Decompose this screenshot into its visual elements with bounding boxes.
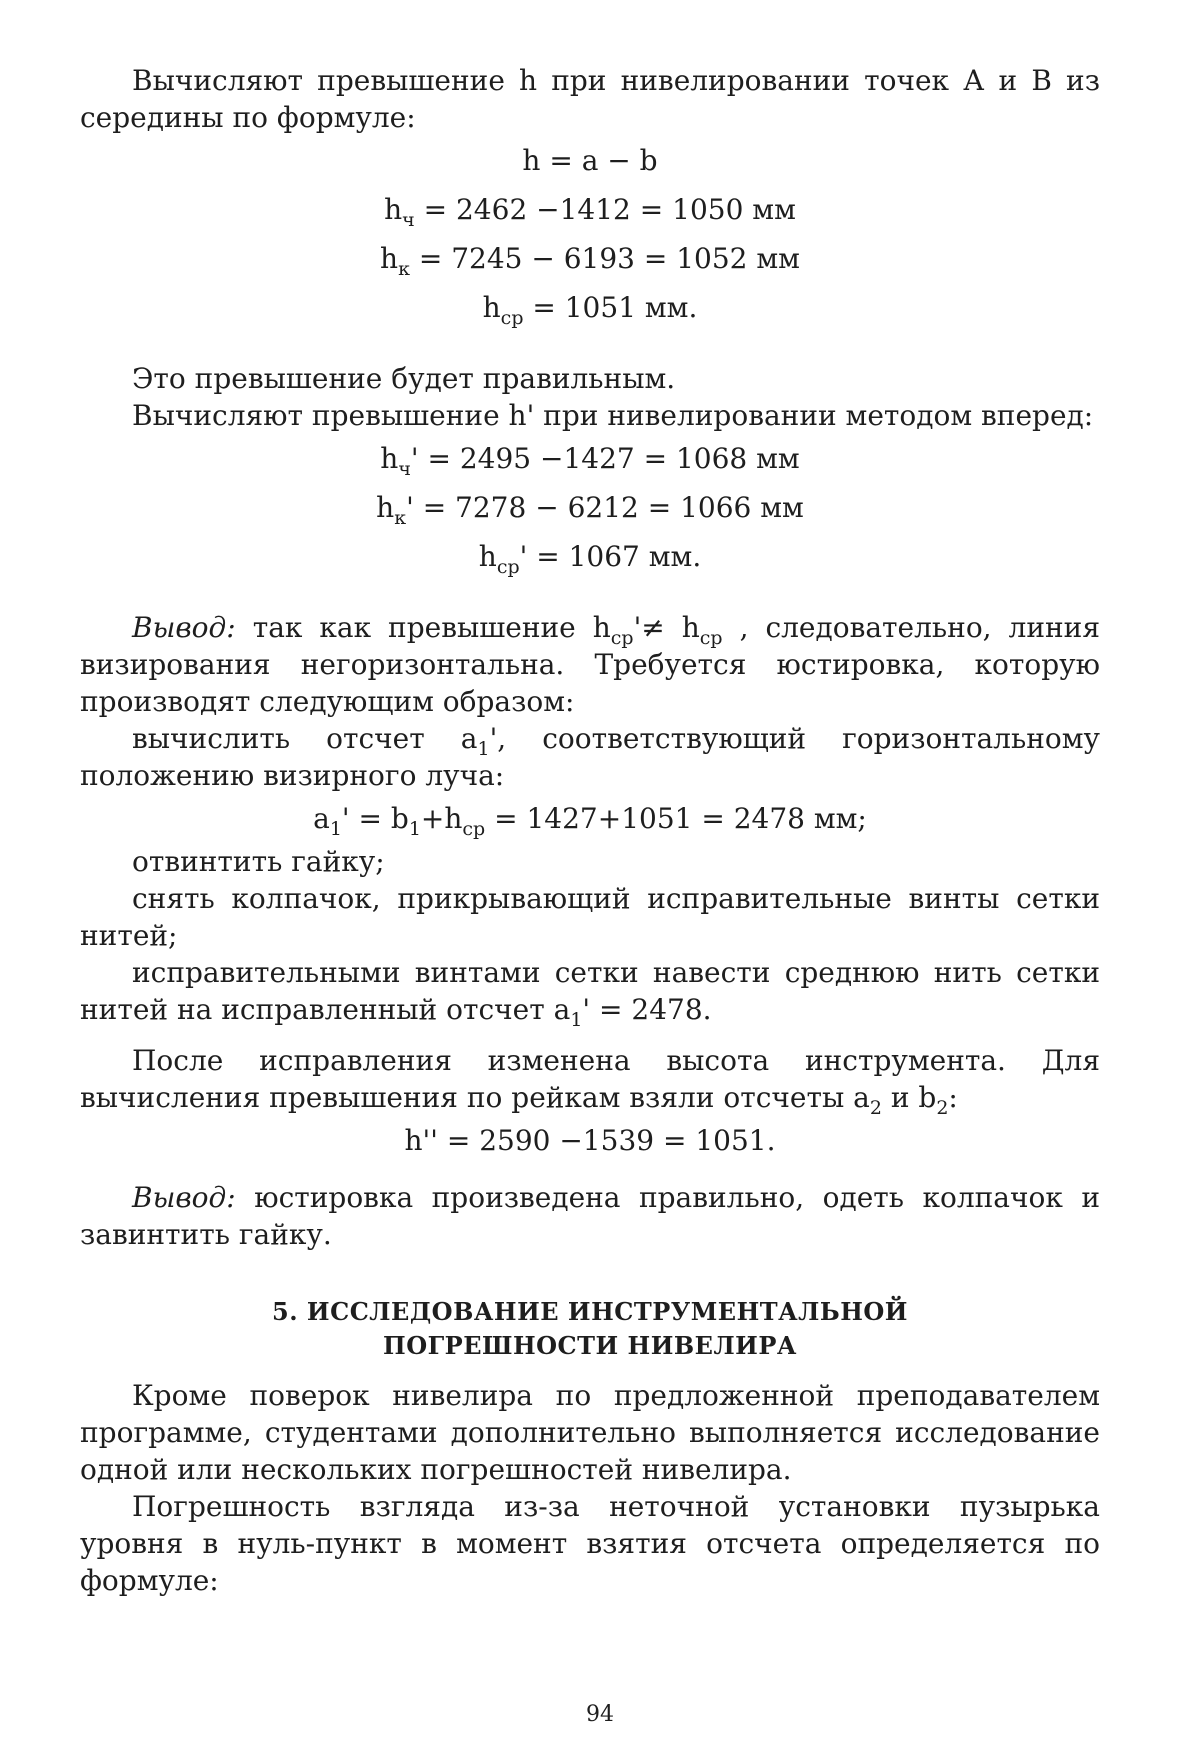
formula-hcp: $h_{ср} = 1051$ мм. bbox=[482, 291, 698, 329]
step-adjust-reticle: исправительными винтами сетки навести среднюю нить сетки нитей на исправленный отсчет $a_1' = 2478$. bbox=[80, 956, 1100, 1031]
formula-a1: $a_1' = b_1+h_{ср} = 1427+1051 = 2478$ мм; bbox=[313, 802, 867, 840]
section-paragraph-2: Погрешность взгляда из-за неточной установки пузырька уровня в нуль-пункт в момент взятия отсчета определяется по формуле: bbox=[80, 1490, 1100, 1597]
formula-h4: $h_ч = 2462 -1412 = 1050$ мм bbox=[384, 193, 796, 231]
step-remove-cap: снять колпачок, прикрывающий исправительные винты сетки нитей; bbox=[80, 882, 1100, 952]
forward-intro: Вычисляют превышение h' при нивелировании методом вперед: bbox=[132, 399, 1094, 432]
section-paragraph-1: Кроме поверок нивелира по предложенной преподавателем программе, студентами дополнительно выполняется исследование одной или нескольких погрешностей нивелира. bbox=[80, 1379, 1100, 1486]
step-compute-reading: вычислить отсчет $a_1'$, соответствующий горизонтальному положению визирного луча: bbox=[80, 722, 1100, 792]
intro-paragraph: Вычисляют превышение h при нивелировании точек А и В из середины по формуле: bbox=[80, 64, 1100, 134]
formula-h: h = a − b bbox=[522, 144, 658, 177]
final-conclusion: Вывод: юстировка произведена правильно, одеть колпачок и завинтить гайку. bbox=[80, 1181, 1100, 1251]
conclusion-paragraph: Вывод: так как превышение $h_{ср}'\ne h_{ср}$ , следовательно, линия визирования негоризонтальна. Требуется юстировка, которую производят следующим образом: bbox=[80, 611, 1100, 718]
step-unscrew-nut: отвинтить гайку; bbox=[132, 845, 385, 878]
correct-statement: Это превышение будет правильным. bbox=[132, 362, 676, 395]
section-heading-line2: ПОГРЕШНОСТИ НИВЕЛИРА bbox=[383, 1331, 797, 1360]
formula-h4-prime: $h_ч' = 2495 -1427 = 1068$ мм bbox=[380, 442, 800, 480]
formula-h-double-prime: h'' = 2590 −1539 = 1051. bbox=[404, 1124, 776, 1157]
section-heading-line1: 5. ИССЛЕДОВАНИЕ ИНСТРУМЕНТАЛЬНОЙ bbox=[272, 1297, 908, 1326]
formula-hk-prime: $h_к' = 7278 - 6212 = 1066$ мм bbox=[376, 491, 804, 529]
page-number: 94 bbox=[586, 1702, 614, 1727]
formula-hk: $h_к = 7245 - 6193 = 1052$ мм bbox=[380, 242, 800, 280]
formula-hcp-prime: $h_{ср}' = 1067$ мм. bbox=[478, 540, 702, 578]
after-correction-paragraph: После исправления изменена высота инструмента. Для вычисления превышения по рейкам взяли отсчеты $a_2$ и $b_2$: bbox=[80, 1044, 1100, 1119]
page-content bbox=[80, 62, 1100, 1599]
